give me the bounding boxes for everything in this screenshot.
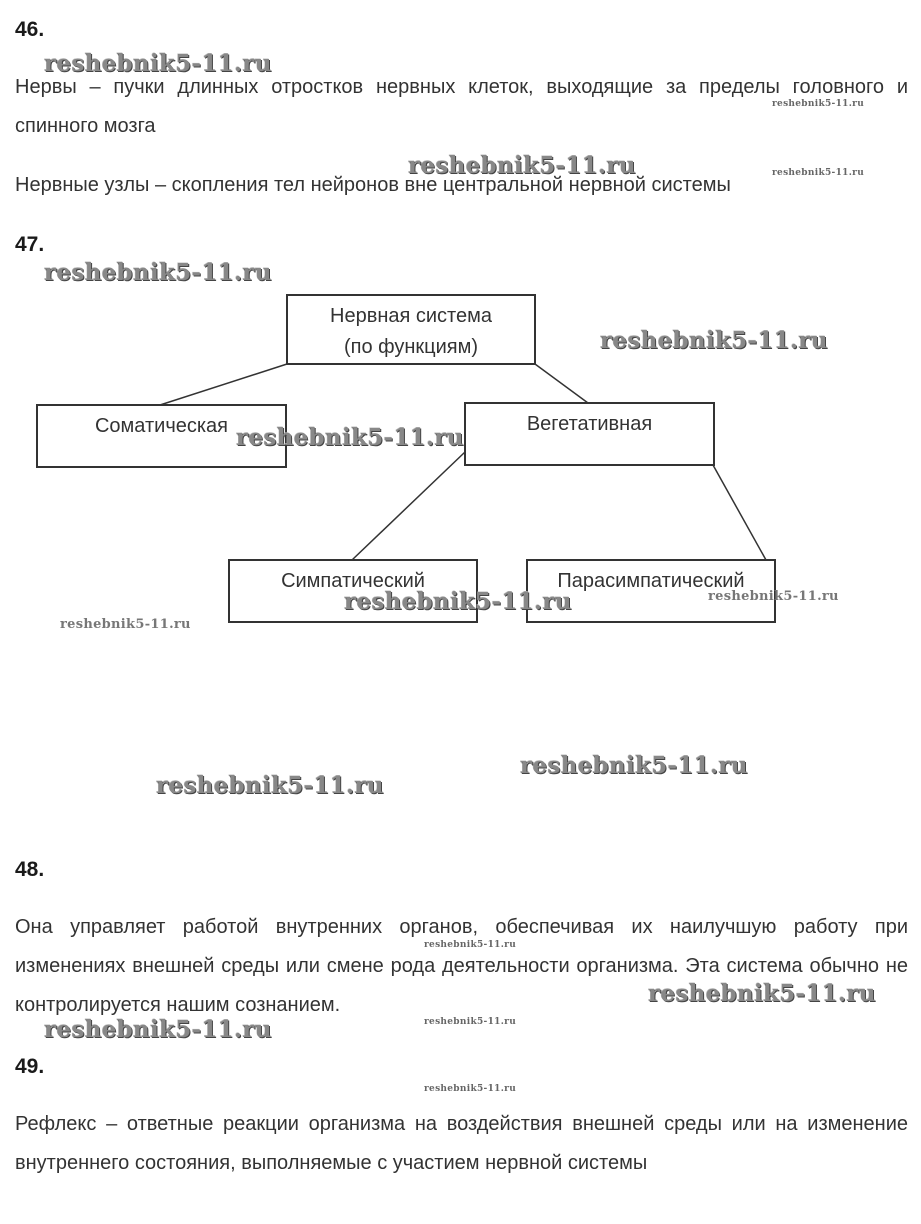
watermark: reshebnik5-11.ru	[344, 588, 572, 615]
watermark: reshebnik5-11.ru	[44, 1016, 272, 1043]
watermark: reshebnik5-11.ru	[156, 772, 384, 799]
diagram-root-line1: Нервная система	[330, 305, 492, 327]
diagram-parasympathetic-label: Парасимпатический	[557, 570, 745, 592]
watermark: reshebnik5-11.ru	[236, 424, 464, 451]
connector-vegetative-sympathetic	[352, 452, 465, 560]
watermark: reshebnik5-11.ru	[708, 589, 839, 604]
question-49-number: 49.	[15, 1055, 45, 1078]
watermark: reshebnik5-11.ru	[60, 617, 191, 632]
question-48-number: 48.	[15, 858, 45, 881]
question-49-answer: Рефлекс – ответные реакции организма на воздействия внешней среды или на изменение внутреннего состояния, выполняемые с участием нервной системы	[15, 1113, 908, 1174]
watermark: reshebnik5-11.ru	[44, 259, 272, 286]
diagram-root-line2: (по функциям)	[343, 336, 479, 358]
question-46-answer-ganglia: Нервные узлы – скопления тел нейронов вне центральной нервной системы	[15, 174, 731, 196]
watermark: reshebnik5-11.ru	[44, 50, 272, 77]
diagram-somatic-label: Соматическая	[94, 415, 229, 437]
diagram-vegetative-label: Вегетативная	[526, 413, 653, 435]
watermark: reshebnik5-11.ru	[600, 327, 828, 354]
watermark: reshebnik5-11.ru	[520, 752, 748, 779]
diagram-box-nervous-system	[286, 294, 536, 365]
connector-vegetative-parasympathetic	[713, 465, 766, 560]
watermark: reshebnik5-11.ru	[424, 1084, 517, 1094]
question-46-number: 46.	[15, 18, 45, 41]
watermark: reshebnik5-11.ru	[408, 152, 636, 179]
diagram-sympathetic-label: Симпатический	[281, 570, 425, 592]
watermark: reshebnik5-11.ru	[648, 980, 876, 1007]
watermark: reshebnik5-11.ru	[772, 99, 865, 109]
watermark: reshebnik5-11.ru	[772, 168, 865, 178]
watermark: reshebnik5-11.ru	[424, 1017, 517, 1027]
question-46-answer-nerves: Нервы – пучки длинных отростков нервных клеток, выходящие за пределы головного и спинного мозга	[15, 76, 908, 137]
connector-root-somatic	[160, 364, 287, 405]
diagram-box-vegetative	[464, 402, 715, 466]
question-47-number: 47.	[15, 233, 45, 256]
question-48-answer: Она управляет работой внутренних органов, обеспечивая их наилучшую работу при изменениях внешней среды или смене рода деятельности организма. Эта система обычно не контролируется нашим сознанием.	[15, 916, 908, 1016]
connector-root-vegetative	[535, 364, 588, 403]
watermark: reshebnik5-11.ru	[424, 940, 517, 950]
